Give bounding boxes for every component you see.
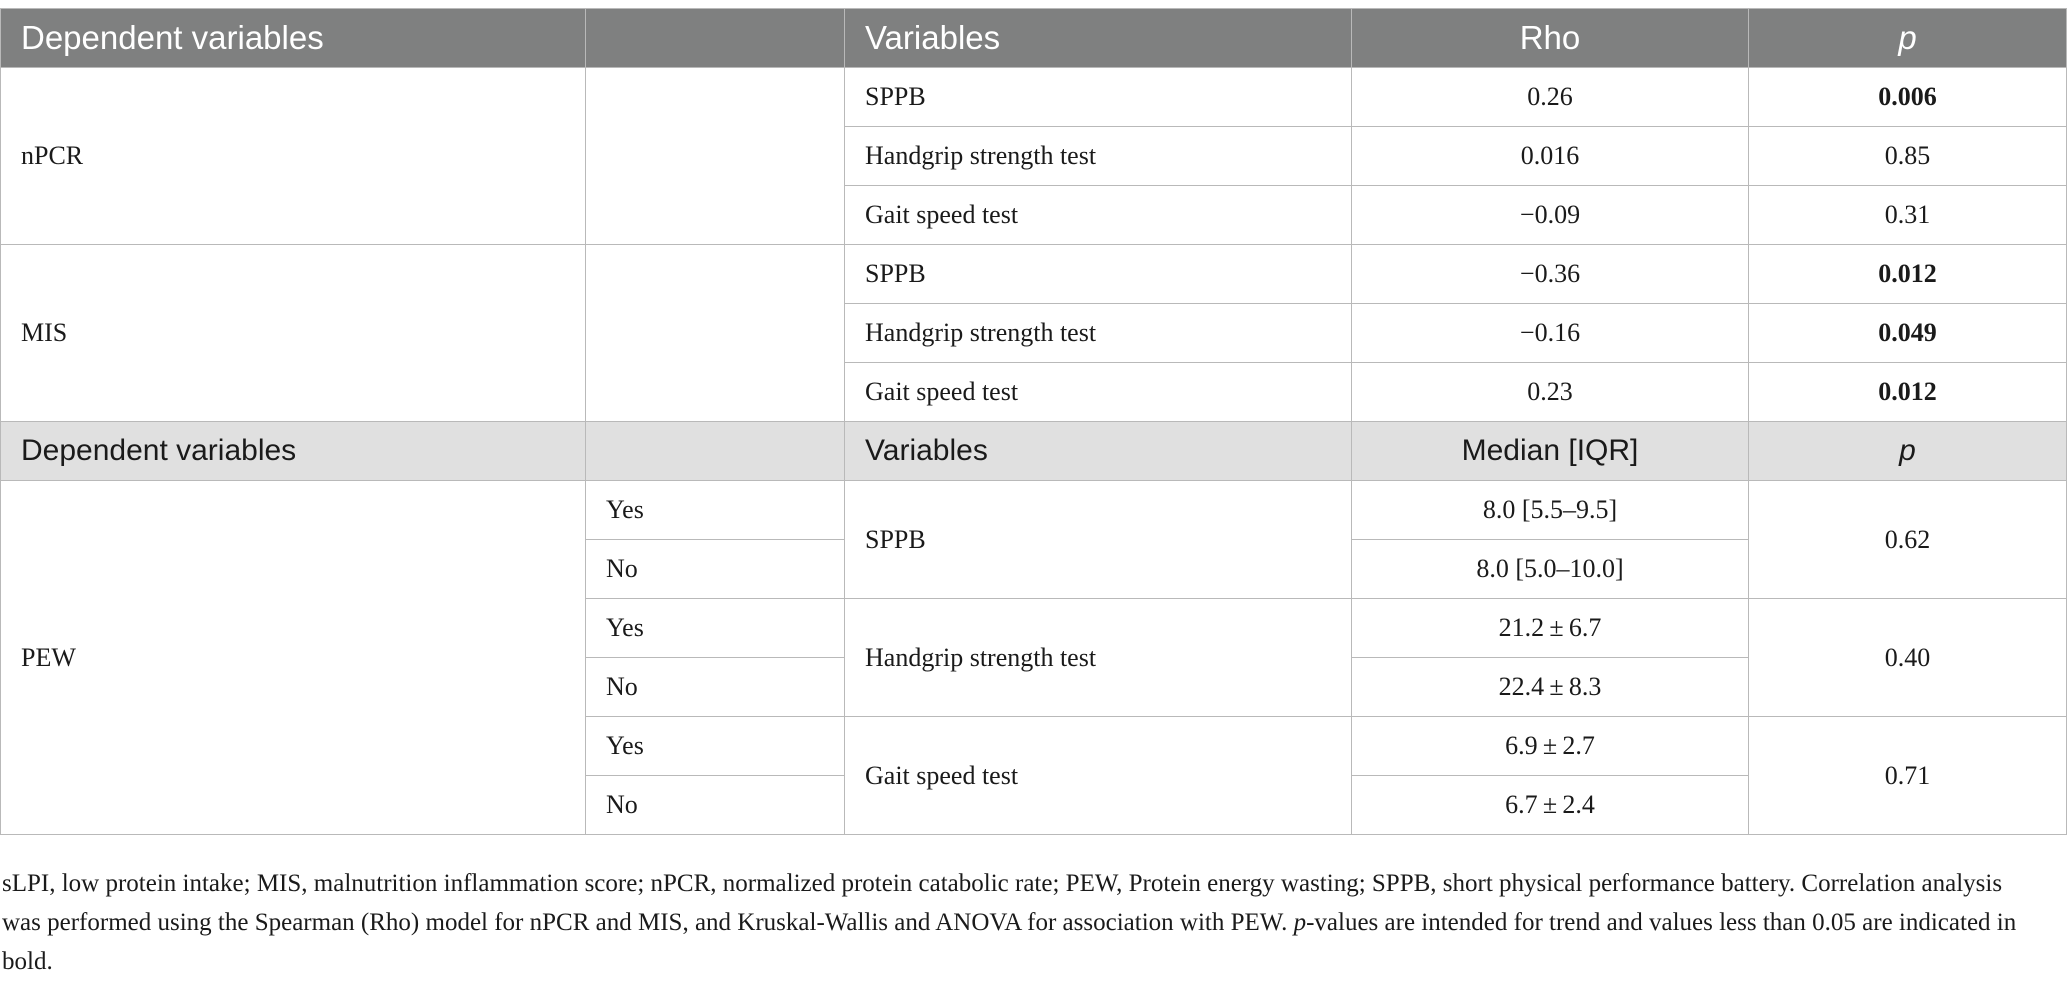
p-value-cell: 0.85 [1749,127,2067,186]
pew-level-cell: Yes [586,599,845,658]
table-row [1,481,2067,540]
p-value-cell: 0.012 [1749,363,2067,422]
header-median-iqr: Median [IQR] [1352,422,1749,481]
median-cell: 22.4 ± 8.3 [1352,658,1749,717]
variable-cell: SPPB [845,481,1352,599]
variable-cell: Handgrip strength test [845,599,1352,717]
header-rho: Rho [1352,9,1749,68]
footnote-text-end: -values are intended for trend and values less than 0.05 are indicated in bold. [2,909,2017,975]
variable-cell: Gait speed test [845,717,1352,835]
p-value-cell: 0.31 [1749,186,2067,245]
footnote-text: sLPI, low protein intake; MIS, malnutrition inflammation score; nPCR, normalized protein catabolic rate; PEW, Protein energy wasting; SPPB, short physical performance battery. Correlation analysis was performed using the Spearman (Rho) model for nPCR and MIS, and Kruskal-Wallis and ANOVA for association with PEW. [2,870,2003,936]
median-cell: 6.9 ± 2.7 [1352,717,1749,776]
pew-level-cell: No [586,776,845,835]
variable-cell: Gait speed test [845,186,1352,245]
p-value-cell: 0.006 [1749,68,2067,127]
empty-subgroup-cell [586,68,845,245]
variable-cell: SPPB [845,245,1352,304]
rho-cell: 0.23 [1352,363,1749,422]
table-row [1,68,2067,127]
variable-cell: SPPB [845,68,1352,127]
dependent-variable-cell: MIS [1,245,586,422]
rho-cell: −0.09 [1352,186,1749,245]
variable-cell: Gait speed test [845,363,1352,422]
variable-cell: Handgrip strength test [845,304,1352,363]
rho-cell: −0.16 [1352,304,1749,363]
header-p: p [1749,9,2067,68]
table-footnote [2,864,2032,981]
p-value-cell: 0.049 [1749,304,2067,363]
p-value-cell: 0.71 [1749,717,2067,835]
footnote-p-italic: p [1293,909,1307,936]
header-variables: Variables [845,9,1352,68]
header-dependent-variables: Dependent variables [1,9,586,68]
p-value-cell: 0.012 [1749,245,2067,304]
p-value-cell: 0.40 [1749,599,2067,717]
pew-level-cell: Yes [586,481,845,540]
median-cell: 6.7 ± 2.4 [1352,776,1749,835]
p-value-cell: 0.62 [1749,481,2067,599]
header-row-median [1,422,2067,481]
header-subgroup [586,9,845,68]
header-p: p [1749,422,2067,481]
header-subgroup [586,422,845,481]
empty-subgroup-cell [586,245,845,422]
dependent-variable-cell: nPCR [1,68,586,245]
pew-level-cell: No [586,540,845,599]
header-variables: Variables [845,422,1352,481]
median-cell: 8.0 [5.5–9.5] [1352,481,1749,540]
table-row [1,245,2067,304]
rho-cell: 0.016 [1352,127,1749,186]
pew-level-cell: No [586,658,845,717]
median-cell: 8.0 [5.0–10.0] [1352,540,1749,599]
pew-level-cell: Yes [586,717,845,776]
header-dependent-variables: Dependent variables [1,422,586,481]
header-row-correlation [1,9,2067,68]
rho-cell: −0.36 [1352,245,1749,304]
variable-cell: Handgrip strength test [845,127,1352,186]
rho-cell: 0.26 [1352,68,1749,127]
results-table [0,8,2067,835]
dependent-variable-cell: PEW [1,481,586,835]
median-cell: 21.2 ± 6.7 [1352,599,1749,658]
